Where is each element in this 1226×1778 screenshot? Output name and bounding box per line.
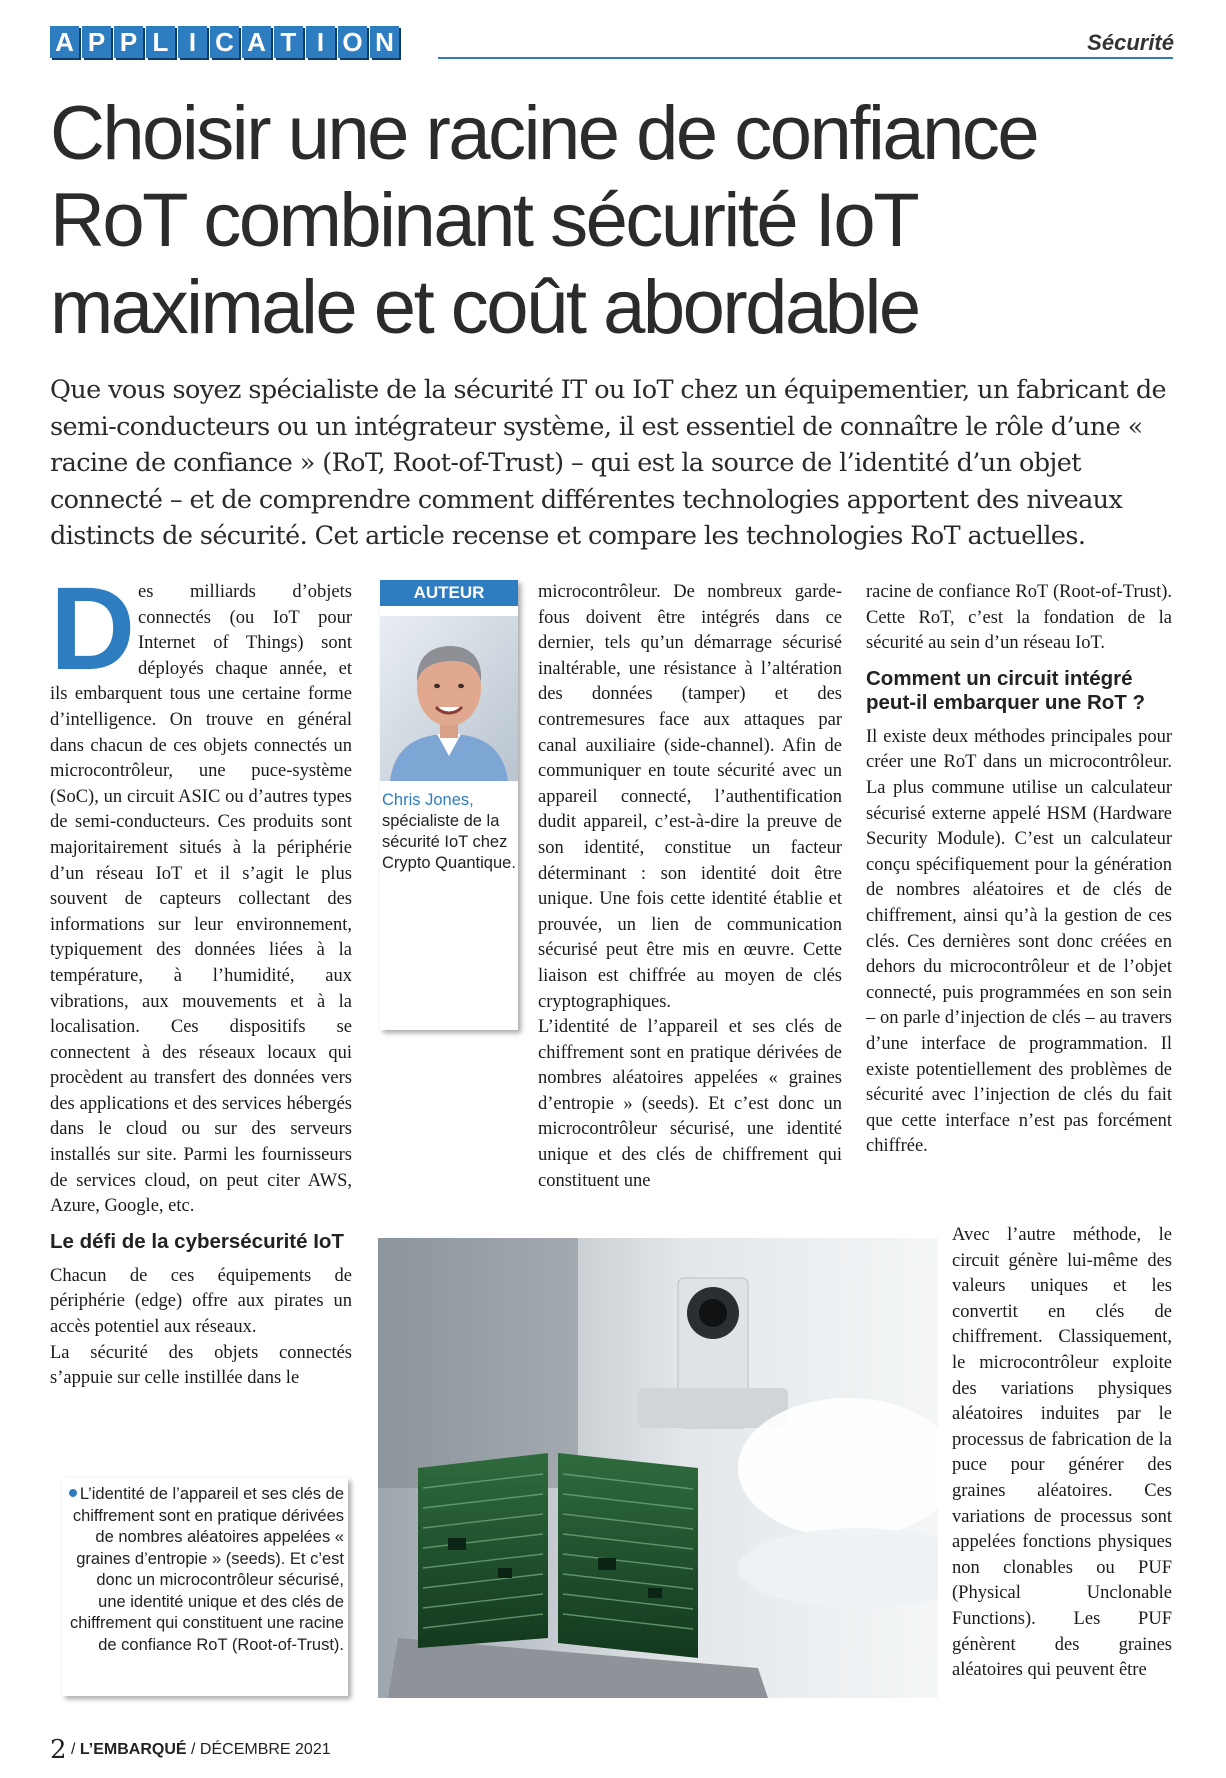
page-number: 2 bbox=[50, 1735, 67, 1765]
kicker-letter: L bbox=[146, 26, 175, 58]
header-rule bbox=[438, 57, 1173, 59]
bullet-dot-icon bbox=[69, 1489, 77, 1497]
section-kicker bbox=[50, 26, 399, 58]
body-paragraph: es milliards d’objets connectés (ou IoT pour Internet of Things) sont déployés chaque année, et ils embarquent tous une certaine forme d’intelligence. On trouve en général dans chacun de ces objets connectés un microcontrôleur, une puce-système (SoC), un circuit ASIC ou d’autres types de semi-conducteurs. Ces produits sont majoritairement situés à la périphérie d’un réseau IoT et il s’agit le plus souvent de capteurs collectant des informations sur leur environnement, typiquement des données liées à la température, à l’humidité, aux vibrations, aux mouvements et à la localisation. Ces dispositifs se connectent à des réseaux locaux qui procèdent au transfert des données vers des applications et des services hébergés dans le cloud ou sur des serveurs installés sur site. Parmi les fournisseurs de services cloud, on peut citer AWS, Azure, Google, etc. bbox=[50, 582, 352, 1217]
body-paragraph: Chacun de ces équipements de périphérie (edge) offre aux pirates un accès potentiel aux réseaux. bbox=[50, 1265, 352, 1338]
kicker-letter: I bbox=[178, 26, 207, 58]
pull-quote-text: L’identité de l’appareil et ses clés de chiffrement sont en pratique dérivées de nombres aléatoires appelées « graines d’entropie » (seeds). Et c’est donc un microcontrôleur sécurisé, une identité unique et des clés de chiffrement qui constituent une racine de confiance RoT (Root-of-Trust). bbox=[70, 1485, 344, 1654]
kicker-letter: A bbox=[50, 26, 79, 58]
magazine-name: L’EMBARQUÉ bbox=[79, 1741, 187, 1758]
footer-separator: / bbox=[66, 1741, 80, 1758]
author-portrait bbox=[380, 616, 518, 781]
author-credit bbox=[382, 790, 516, 874]
rubric-label: Sécurité bbox=[1087, 30, 1174, 55]
body-paragraph: L’identité de l’appareil et ses clés de chiffrement sont en pratique dérivées de nombres aléatoires appelées « graines d’entropie » (seeds). Et c’est donc un microcontrôleur sécurisé, une identité unique et des clés de chiffrement qui constituent une bbox=[538, 1017, 842, 1191]
body-paragraph: microcontrôleur. De nombreux garde-fous doivent être intégrés dans ce dernier, tels qu’un démarrage sécurisé inaltérable, une résistance à l’altération des données (tamper) et des contremesures face aux attaques par canal auxiliaire (side-channel). Afin de communiquer en toute sécurité avec un appareil connecté, l’authentification dudit appareil, c’est-à-dire la preuve de son identité, constitue un facteur déterminant : son identité doit être unique. Une fois cette identité établie et prouvée, un lien de communication sécurisé peut être mis en œuvre. Cette liaison est chiffrée au moyen de clés cryptographiques. bbox=[538, 582, 842, 1012]
drop-cap: D bbox=[50, 563, 136, 695]
page-footer bbox=[50, 1735, 331, 1765]
author-box bbox=[380, 580, 518, 1030]
subheading: Le défi de la cybersécurité IoT bbox=[50, 1229, 344, 1253]
body-paragraph: La sécurité des objets connectés s’appuie sur celle instillée dans le bbox=[50, 1342, 352, 1389]
kicker-letter: C bbox=[210, 26, 239, 58]
issue-date: DÉCEMBRE 2021 bbox=[199, 1741, 331, 1758]
body-column-4 bbox=[866, 580, 1172, 1160]
article-headline: Choisir une racine de confiance RoT combinant sécurité IoT maximale et coût abordable bbox=[50, 91, 1038, 350]
kicker-letter: O bbox=[338, 26, 367, 58]
subheading: Comment un circuit intégré peut-il embarquer une RoT ? bbox=[866, 666, 1146, 714]
body-column-1 bbox=[50, 563, 352, 1392]
body-paragraph: Il existe deux méthodes principales pour créer une RoT dans un microcontrôleur. La plus commune utilise un calculateur sécurisé externe appelé HSM (Hardware Security Module). C’est un calculateur conçu spécifiquement pour la génération de nombres aléatoires et de clés de chiffrement, ainsi qu’à la gestion de ces clés. Ces dernières sont donc créées en dehors du microcontrôleur et de l’objet connecté, puis programmées en son sein – on parle d’injection de clés – au travers d’une interface de programmation. Il existe potentiellement des problèmes de sécurité avec l’injection de clés du fait que cette interface n’est pas forcément chiffrée. bbox=[866, 726, 1172, 1157]
pull-quote-box bbox=[62, 1478, 348, 1696]
author-tag: AUTEUR bbox=[380, 580, 518, 606]
kicker-letter: P bbox=[114, 26, 143, 58]
author-name: Chris Jones, bbox=[382, 791, 474, 809]
footer-separator: / bbox=[186, 1741, 200, 1758]
pull-quote bbox=[68, 1484, 344, 1656]
kicker-letter: A bbox=[242, 26, 271, 58]
kicker-letter: N bbox=[370, 26, 399, 58]
article-standfirst: Que vous soyez spécialiste de la sécurité IT ou IoT chez un équipementier, un fabricant de semi-conducteurs ou un intégrateur système, il est essentiel de connaître le rôle d’une « racine de confiance » (RoT, Root-of-Trust) – qui est la source de l’identité d’un objet connecté – et de comprendre comment différentes technologies apportent des niveaux distincts de sécurité. Cet article recense et compare les technologies RoT actuelles. bbox=[50, 375, 1167, 551]
body-column-3 bbox=[538, 580, 842, 1194]
kicker-letter: I bbox=[306, 26, 335, 58]
circuit-boards-photo bbox=[378, 1238, 938, 1698]
kicker-letter: P bbox=[82, 26, 111, 58]
body-column-4-continued bbox=[952, 1223, 1172, 1684]
author-role: spécialiste de la sécurité IoT chez Crypto Quantique. bbox=[382, 812, 516, 872]
kicker-letter: T bbox=[274, 26, 303, 58]
body-paragraph: racine de confiance RoT (Root-of-Trust). Cette RoT, c’est la fondation de la sécurité au sein d’un réseau IoT. bbox=[866, 582, 1172, 654]
body-paragraph: Avec l’autre méthode, le circuit génère lui-même des valeurs uniques et les convertit en clés de chiffrement. Classiquement, le microcontrôleur exploite des variations physiques aléatoires induites par le processus de fabrication de la puce pour générer des graines aléatoires. Ces variations de processus sont appelées fonctions physiques non clonables ou PUF (Physical Unclonable Functions). Les PUF génèrent des graines aléatoires qui peuvent être bbox=[952, 1225, 1172, 1681]
